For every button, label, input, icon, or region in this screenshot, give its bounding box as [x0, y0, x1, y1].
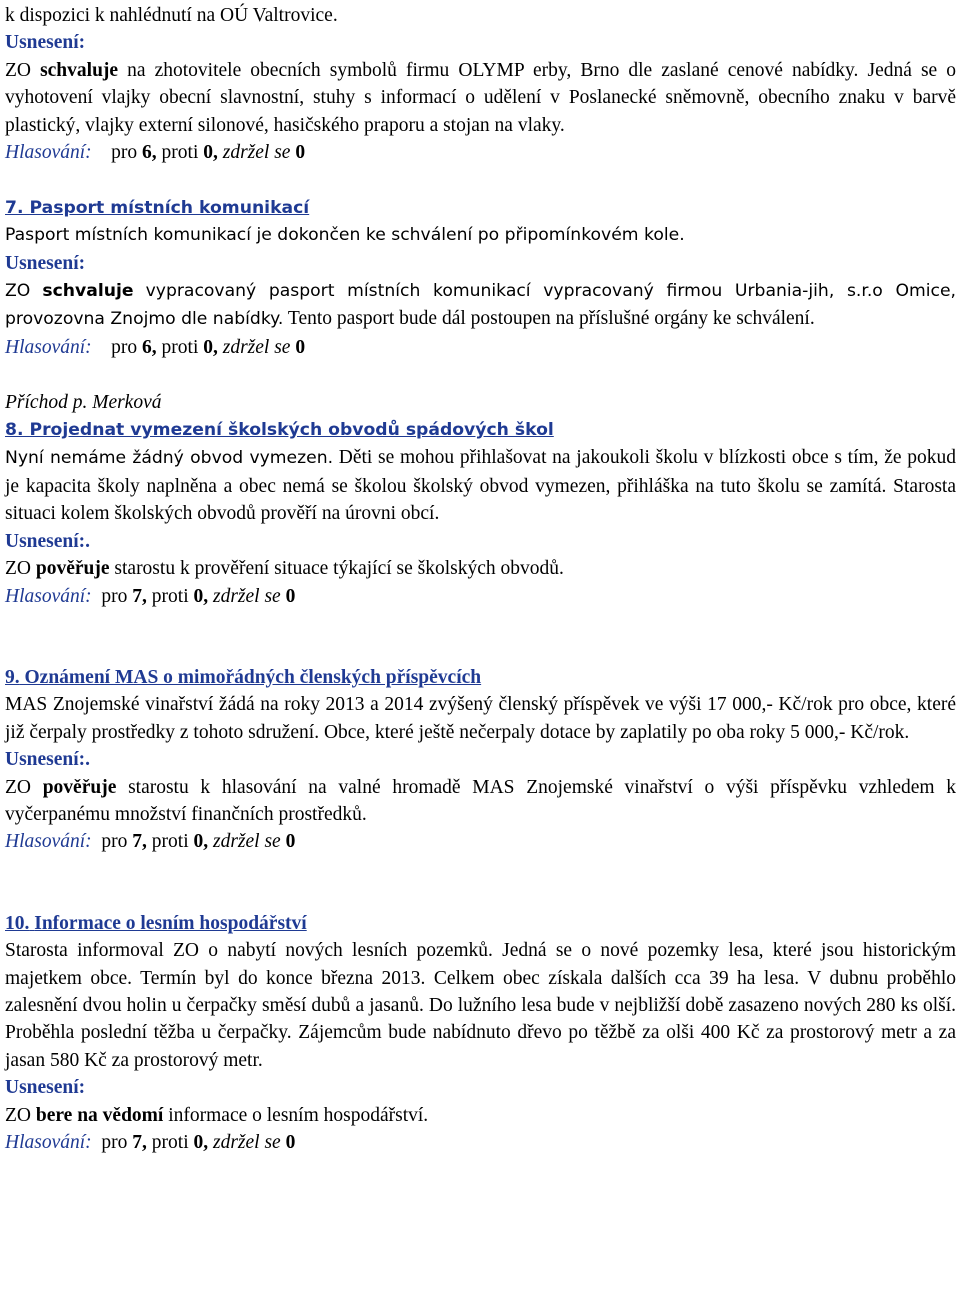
section-7-text: Pasport místních komunikací je dokončen ke schválení po připomínkovém kole. — [5, 225, 685, 246]
section-9-vote: Hlasování: pro 7, proti 0, zdržel se 0 — [5, 831, 296, 853]
section-8-heading: 8. Projednat vymezení školských obvodů spádových škol — [5, 420, 554, 441]
section-8-text: Nyní nemáme žádný obvod vymezen. Děti se mohou přihlašovat na jakoukoli školu v blízkosti obce s tím, že pokud je kapacita školy naplněna a obec nemá se školou školský obvod vymezen, přihláška na tuto školu se zamítá. Starosta situaci kolem školských obvodů prověří na úrovni obcí. — [5, 447, 957, 525]
section-9-heading: 9. Oznámení MAS o mimořádných členských příspěvcích — [5, 666, 482, 688]
intro-line: k dispozici k nahlédnutí na OÚ Valtrovice. — [5, 5, 338, 26]
section-9-text: MAS Znojemské vinařství žádá na roky 2013 a 2014 zvýšený členský příspěvek ve výši 17 000,- Kč/rok pro obce, které již čerpaly prostředky z tohoto sdružení. Obce, které ještě nečerpaly dotace by zaplatily po oba roky 5 000,- Kč/rok. — [5, 694, 956, 743]
section-10-vote: Hlasování: pro 7, proti 0, zdržel se 0 — [5, 1132, 296, 1153]
intro-resolution-text: ZO schvaluje na zhotovitele obecních symbolů firmu OLYMP erby, Brno dle zaslané cenové nabídky. Jedná se o vyhotovení vlajky obecní slavnostní, stuhy s informací o udělení v Poslanecké sněmovně, obecního znaku v barvě plastický, vlajky externí silonové, hasičského praporu a stojan na vlaky. — [5, 59, 956, 136]
section-7-heading: 7. Pasport místních komunikací — [5, 197, 310, 218]
intro-resolution-label: Usnesení: — [5, 32, 86, 54]
section-10-resolution-label: Usnesení: — [5, 1077, 86, 1099]
section-9-resolution-label: Usnesení:. — [5, 749, 91, 771]
section-7-resolution-text: ZO schvaluje vypracovaný pasport místních komunikací vypracovaný firmou Urbania-jih, s.r.o Omice, provozovna Znojmo dle nabídky. Tento pasport bude dál postoupen na příslušné orgány ke schválení. — [5, 281, 957, 330]
section-7-vote: Hlasování: pro 6, proti 0, zdržel se 0 — [5, 336, 306, 358]
section-8-resolution-text: ZO pověřuje starostu k prověření situace týkající se školských obvodů. — [5, 558, 564, 580]
section-7-resolution-label: Usnesení: — [5, 252, 86, 274]
section-7-arrival-note: Příchod p. Merková — [5, 391, 162, 413]
section-8-resolution-label: Usnesení:. — [5, 530, 91, 552]
section-8-vote: Hlasování: pro 7, proti 0, zdržel se 0 — [5, 585, 296, 607]
section-10-resolution-text: ZO bere na vědomí informace o lesním hospodářství. — [5, 1104, 429, 1126]
section-10-text: Starosta informoval ZO o nabytí nových lesních pozemků. Jedná se o nové pozemky lesa, které jsou historickým majetkem obce. Termín byl do konce března 2013. Celkem obec získala dalších cca 39 ha lesa. V dubnu proběhlo zalesnění dvou holin u čerpačky směsí dubů a jasanů. Do lužního lesa bude v nejbližší době zasazeno nových 280 ks olší. Proběhla poslední těžba u čerpačky. Zájemcům bude nabídnuto dřevo po těžbě za olši 400 Kč za prostorový metr a za jasan 580 Kč za prostorový metr. — [5, 940, 956, 1071]
section-10-heading: 10. Informace o lesním hospodářství — [5, 912, 307, 934]
intro-vote: Hlasování: pro 6, proti 0, zdržel se 0 — [5, 142, 306, 164]
section-9-resolution-text: ZO pověřuje starostu k hlasování na valné hromadě MAS Znojemské vinařství o výši příspěvku vzhledem k vyčerpanému množství finančních prostředků. — [5, 776, 956, 825]
